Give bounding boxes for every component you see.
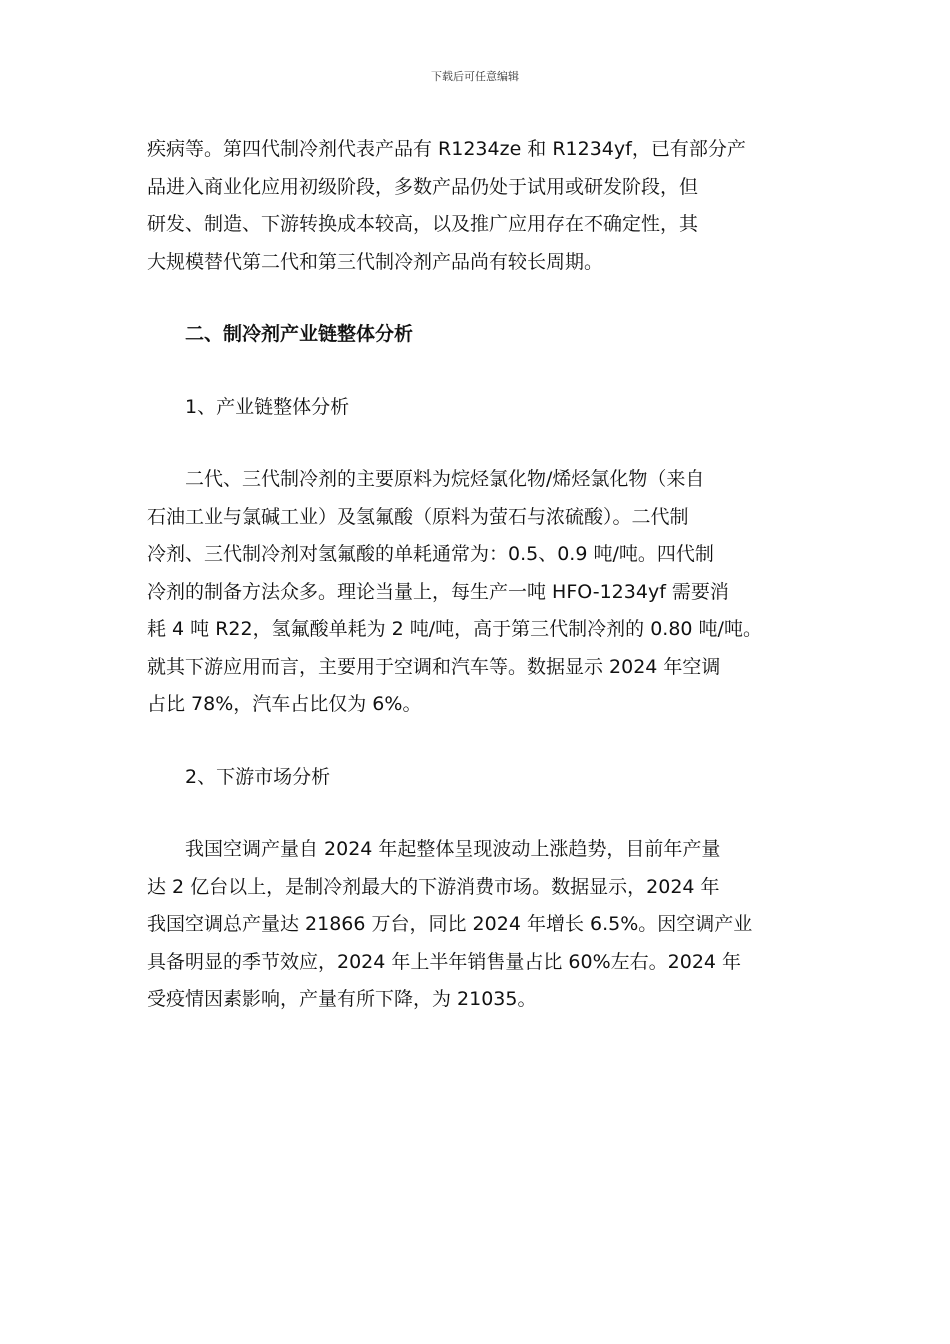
paragraph-line: 二代、三代制冷剂的主要原料为烷烃氯化物/烯烃氯化物（来自 (185, 468, 705, 490)
paragraph-line: 冷剂的制备方法众多。理论当量上，每生产一吨 HFO-1234yf 需要消 (147, 580, 729, 603)
paragraph-line: 达 2 亿台以上，是制冷剂最大的下游消费市场。数据显示，2024 年 (147, 875, 720, 898)
paragraph-line: 大规模替代第二代和第三代制冷剂产品尚有较长周期。 (147, 250, 604, 273)
paragraph-line: 受疫情因素影响，产量有所下降，为 21035。 (147, 988, 537, 1010)
paragraph-line: 占比 78%，汽车占比仅为 6%。 (147, 693, 422, 715)
paragraph-line: 具备明显的季节效应，2024 年上半年销售量占比 60%左右。2024 年 (147, 950, 742, 973)
paragraph-line: 我国空调总产量达 21866 万台，同比 2024 年增长 6.5%。因空调产业 (147, 913, 753, 935)
paragraph-line: 耗 4 吨 R22，氢氟酸单耗为 2 吨/吨，高于第三代制冷剂的 0.80 吨/吨。 (147, 618, 762, 640)
page-header: 下载后可任意编辑 (431, 70, 519, 83)
paragraph-line: 就其下游应用而言，主要用于空调和汽车等。数据显示 2024 年空调 (147, 655, 721, 678)
subsection-heading: 2、下游市场分析 (185, 765, 331, 788)
paragraph-line: 石油工业与氯碱工业）及氢氟酸（原料为萤石与浓硫酸）。二代制 (147, 505, 689, 528)
document-body (147, 131, 817, 1019)
paragraph-line: 我国空调产量自 2024 年起整体呈现波动上涨趋势，目前年产量 (185, 838, 721, 860)
paragraph-line: 疾病等。第四代制冷剂代表产品有 R1234ze 和 R1234yf，已有部分产 (147, 138, 746, 160)
paragraph-line: 冷剂、三代制冷剂对氢氟酸的单耗通常为：0.5、0.9 吨/吨。四代制 (147, 543, 714, 565)
section-heading: 二、制冷剂产业链整体分析 (185, 323, 414, 345)
paragraph-line: 品进入商业化应用初级阶段，多数产品仍处于试用或研发阶段，但 (147, 175, 699, 198)
paragraph-line: 研发、制造、下游转换成本较高，以及推广应用存在不确定性，其 (147, 213, 699, 235)
subsection-heading: 1、产业链整体分析 (185, 395, 350, 418)
